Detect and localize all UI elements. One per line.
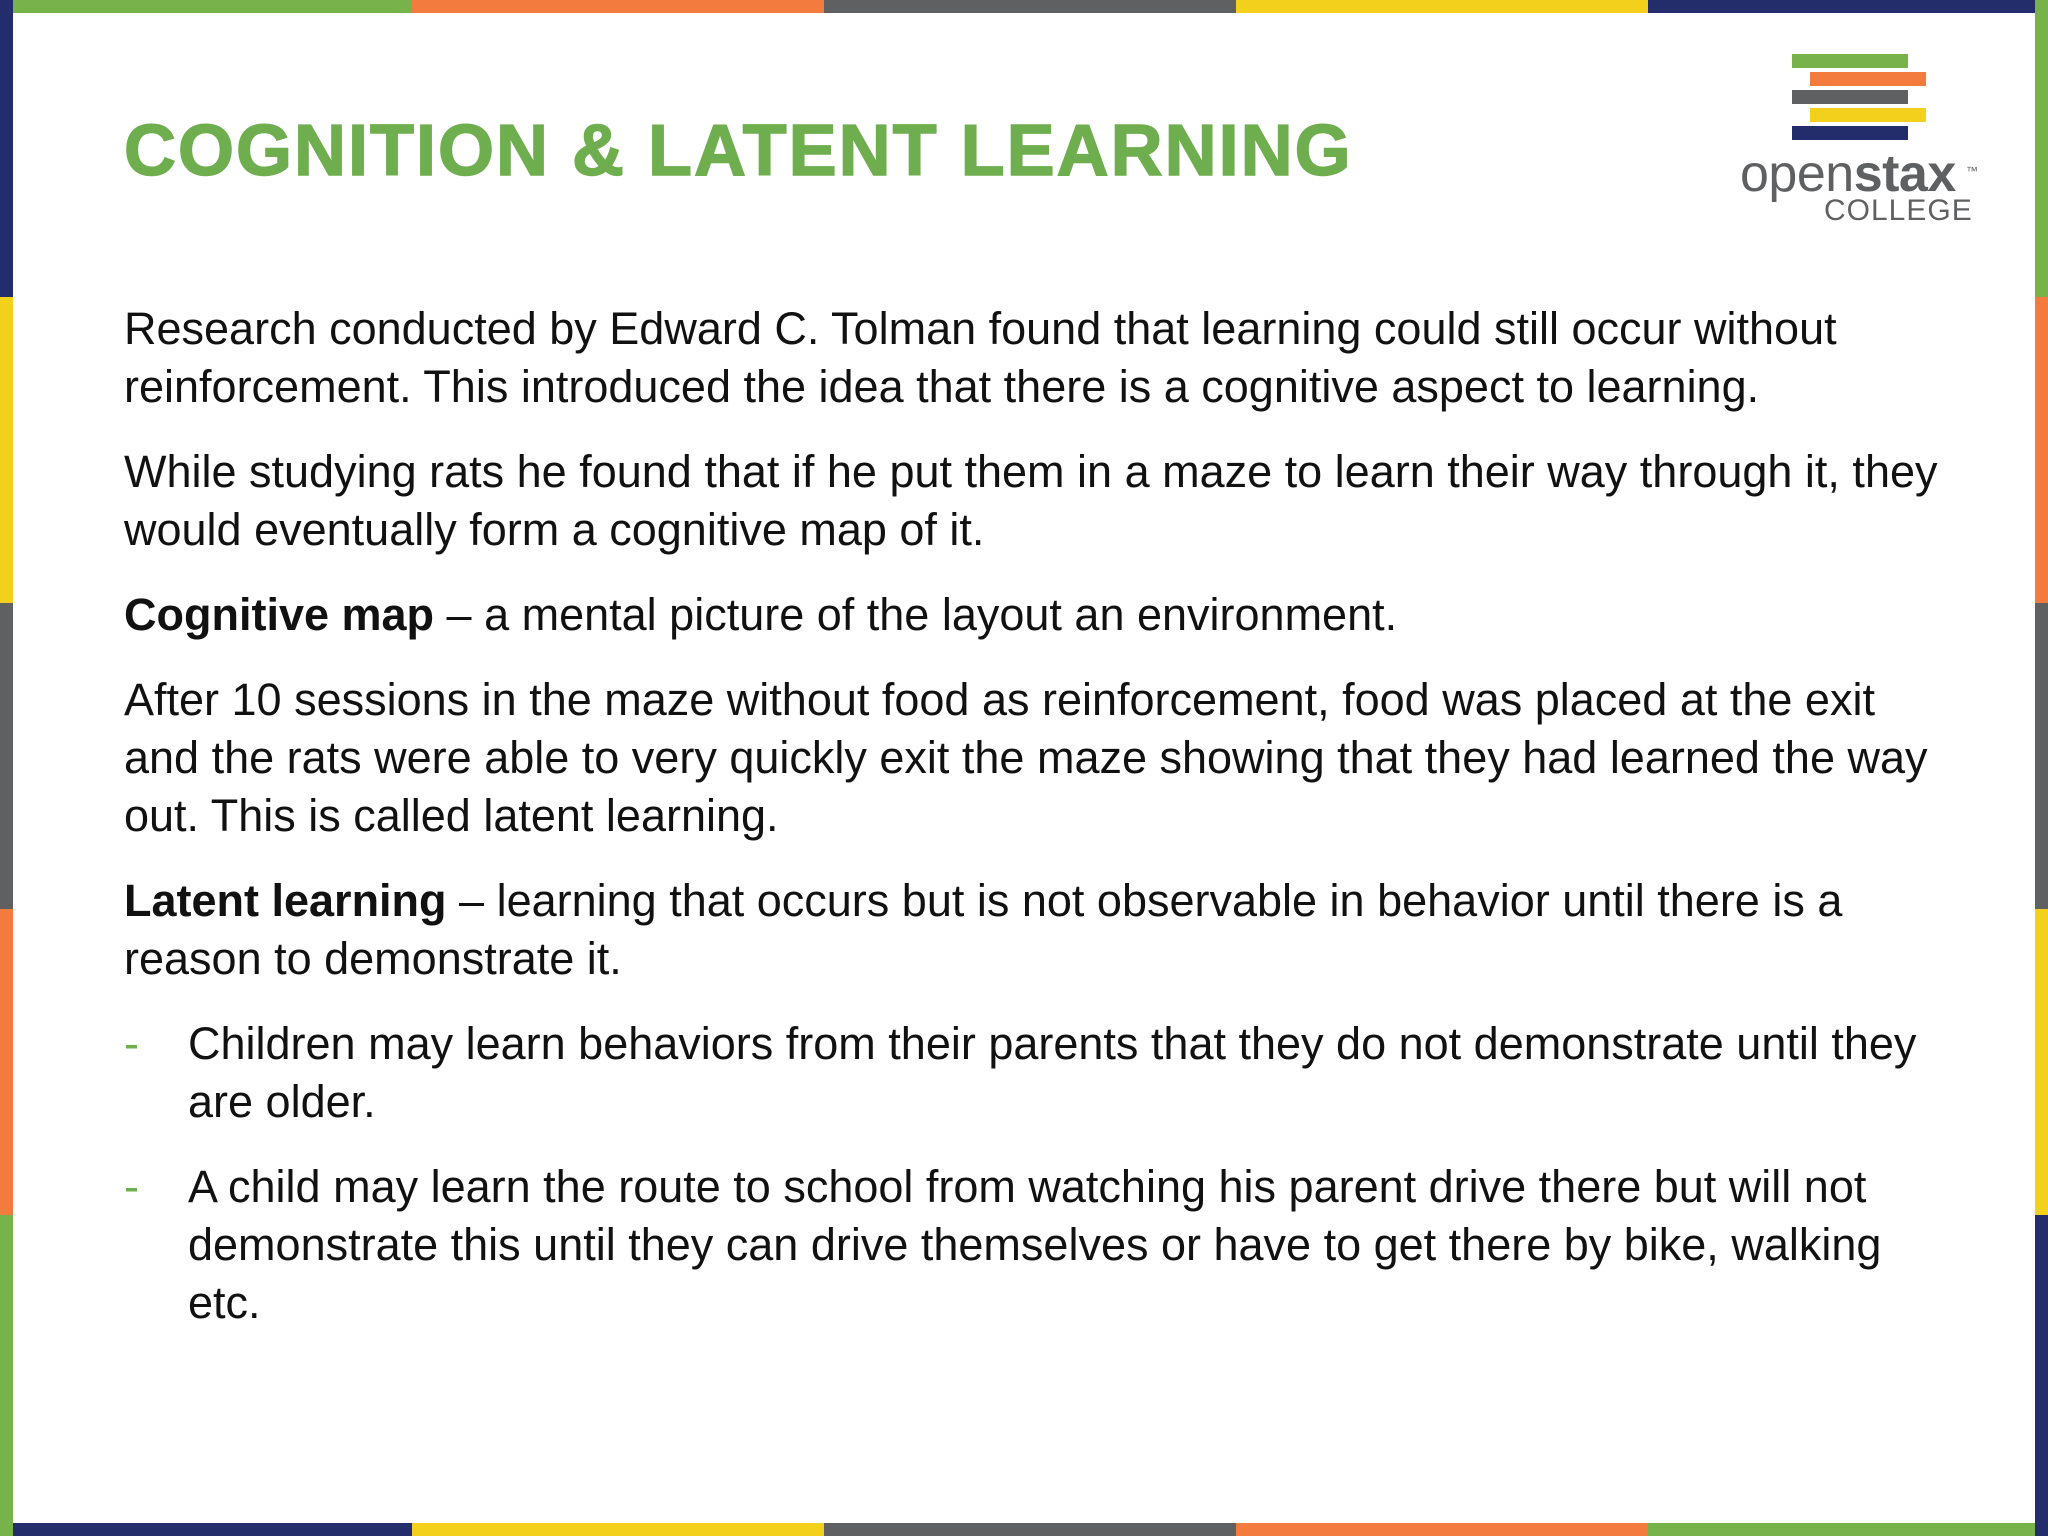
border-segment	[1236, 0, 1648, 13]
border-segment	[1648, 0, 2048, 13]
logo-trademark: ™	[1966, 164, 1978, 178]
border-segment	[0, 603, 13, 909]
border-segment	[1648, 1523, 2048, 1536]
border-segment	[0, 0, 13, 297]
border-segment	[824, 0, 1236, 13]
bullet-marker: -	[124, 1161, 139, 1212]
border-segment	[0, 909, 13, 1215]
openstax-logo	[1734, 52, 1982, 232]
paragraph-rats-maze: While studying rats he found that if he put them in a maze to learn their way through it, they would eventually form a cognitive map of it.	[124, 446, 1938, 555]
border-segment	[1236, 1523, 1648, 1536]
border-segment	[412, 0, 824, 13]
bullet-text: Children may learn behaviors from their parents that they do not demonstrate until they are older.	[188, 1018, 1917, 1127]
bullet-item	[124, 1158, 1954, 1332]
bullet-item	[124, 1015, 1954, 1131]
term-cognitive-map: Cognitive map	[124, 589, 435, 640]
paragraph-tolman: Research conducted by Edward C. Tolman found that learning could still occur without reinforcement. This introduced the idea that there is a cognitive aspect to learning.	[124, 303, 1837, 412]
definition-text: – a mental picture of the layout an environment.	[434, 589, 1398, 640]
paragraph-latent-experiment: After 10 sessions in the maze without food as reinforcement, food was placed at the exit and the rats were able to very quickly exit the maze showing that they had learned the way out. This is called latent learning.	[124, 674, 1928, 841]
logo-stripe	[1810, 72, 1926, 86]
border-segment	[412, 1523, 824, 1536]
bullet-text: A child may learn the route to school from watching his parent drive there but will not demonstrate this until they can drive themselves or have to get there by bike, walking etc.	[188, 1161, 1882, 1328]
border-segment	[0, 1523, 412, 1536]
border-segment	[0, 297, 13, 603]
bullet-marker: -	[124, 1018, 139, 1069]
definition-text: – learning that occurs but is not observable in behavior until there is a reason to demonstrate it.	[124, 875, 1843, 984]
border-segment	[2035, 1215, 2048, 1536]
logo-wordmark-bold: stax	[1853, 145, 1956, 203]
logo-wordmark	[1740, 145, 1956, 203]
logo-wordmark-light: open	[1740, 145, 1854, 203]
definition-latent-learning	[124, 872, 1954, 988]
border-segment	[2035, 297, 2048, 603]
term-latent-learning: Latent learning	[124, 875, 447, 926]
border-segment	[0, 0, 412, 13]
slide-body	[124, 300, 1954, 1359]
border-segment	[824, 1523, 1236, 1536]
border-segment	[0, 1215, 13, 1536]
border-segment	[2035, 0, 2048, 297]
logo-stripe	[1792, 90, 1908, 104]
border-segment	[2035, 909, 2048, 1215]
definition-cognitive-map	[124, 586, 1954, 644]
slide-title: COGNITION & LATENT LEARNING	[124, 111, 1353, 191]
logo-stripe	[1810, 108, 1926, 122]
border-segment	[2035, 603, 2048, 909]
logo-stripe	[1792, 126, 1908, 140]
logo-subtitle: COLLEGE	[1824, 194, 1973, 227]
logo-stripe	[1792, 54, 1908, 68]
